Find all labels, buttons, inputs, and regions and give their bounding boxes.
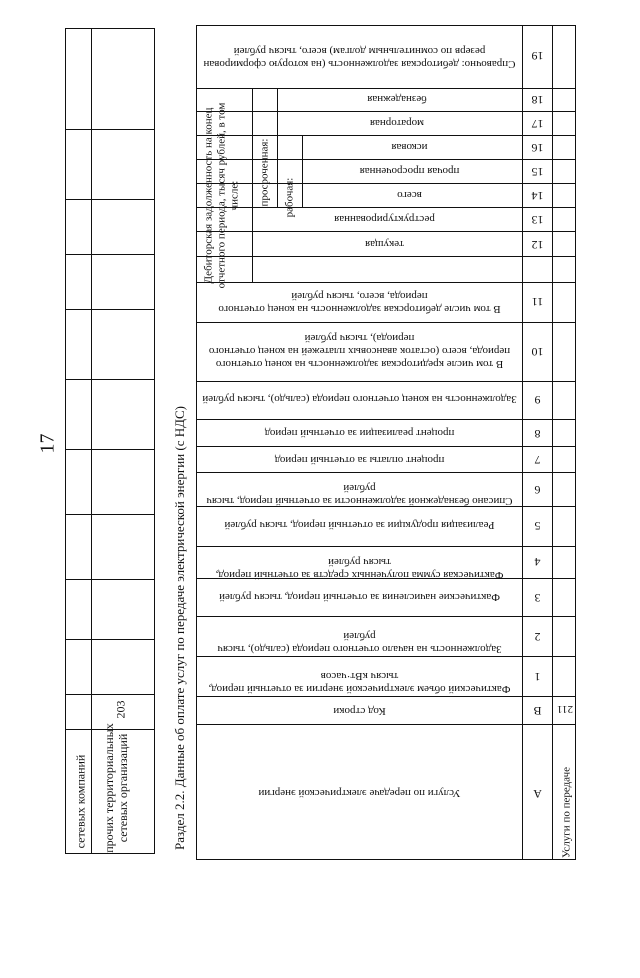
column-19-label: Справочно: дебиторская задолженность (на которую сформирован резерв по сомнительным долгам) всего, тысяч рублей — [203, 45, 516, 70]
column-12-label: текущая — [365, 238, 404, 250]
page-number: 17 — [36, 433, 59, 454]
data-row-label: Услуги по передаче — [560, 766, 573, 859]
column-15-label: прочая просроченная — [359, 165, 460, 177]
col-letter-B: В — [533, 704, 542, 718]
col-num-12: 12 — [531, 238, 544, 252]
column-11-label: В том числе дебиторская задолженность на конец отчетного периода, всего, тысяч рублей — [218, 290, 501, 315]
column-3-label: Фактические начисления за отчетный период, тысяч рублей — [219, 591, 500, 603]
column-7-label: процент оплаты за отчетный период — [274, 454, 445, 466]
col-num-13: 13 — [531, 213, 544, 227]
column-2-label: Задолженность на начало отчетного периода (сальдо), тысяч рублей — [217, 630, 502, 655]
col-num-14: 14 — [531, 189, 544, 203]
col-num-5: 5 — [534, 519, 541, 533]
col-num-15: 15 — [531, 165, 544, 179]
col-letter-A: А — [533, 787, 542, 801]
column-18-label: безнадежная — [367, 93, 427, 105]
group-debitor-label: Дебиторская задолженность на конец отчетного периода, тысяч рублей, в том числе: — [202, 102, 241, 289]
column-8-label: процент реализации за отчетный период — [264, 427, 455, 439]
row-label-network-companies: сетевых компаний — [73, 754, 88, 849]
column-5-label: Реализация продукции за отчетный период, тысяч рублей — [224, 519, 495, 531]
group-working-label: рабочая: — [283, 177, 296, 218]
data-row-code: 211 — [556, 703, 574, 715]
col-num-10: 10 — [531, 345, 544, 359]
column-16-label: исковая — [391, 141, 428, 153]
section-caption: Раздел 2.2. Данные об оплате услуг по передаче электрической энергии (с НДС) — [172, 405, 187, 851]
col-num-8: 8 — [534, 427, 541, 441]
col-num-17: 17 — [531, 117, 544, 131]
col-num-19: 19 — [531, 49, 544, 63]
column-13-label: реструктурированная — [334, 213, 435, 225]
top-table-fragment — [65, 28, 155, 854]
col-num-3: 3 — [534, 591, 541, 605]
main-table — [196, 25, 576, 860]
column-4-label: Фактическая сумма полученных средств за отчетный период, тысяч рублей — [215, 556, 504, 581]
row-label-other-organizations: прочих территориальных сетевых организаций — [102, 723, 130, 853]
column-6-label: Списано безнадежной задолженности за отчетный период, тысяч рублей — [206, 482, 513, 507]
column-10-label: В том числе кредиторская задолженность на конец отчетного периода, всего (остаток авансовых платежей на конец отчетного периода), тысяч рублей — [208, 332, 511, 370]
column-A-label: Услуги по передаче электрической энергии — [258, 787, 461, 799]
col-num-2: 2 — [534, 630, 541, 644]
column-1-label: Фактический объем электрической энергии за отчетный период, тысяч кВт·часов — [208, 670, 511, 695]
column-14-label: всего — [397, 189, 422, 201]
col-num-11: 11 — [531, 295, 544, 309]
col-num-18: 18 — [531, 93, 544, 107]
col-num-7: 7 — [534, 453, 541, 467]
col-num-16: 16 — [531, 141, 544, 155]
group-overdue-label: просроченная: — [258, 138, 271, 207]
col-num-1: 1 — [534, 670, 541, 684]
column-9-label: Задолженность на конец отчетного периода (сальдо), тысяч рублей — [202, 393, 517, 405]
row-code-203: 203 — [113, 700, 128, 719]
column-17-label: мораторная — [369, 117, 425, 129]
column-B-label: Код строки — [333, 705, 386, 717]
col-num-6: 6 — [534, 483, 541, 497]
col-num-4: 4 — [534, 555, 541, 569]
col-num-9: 9 — [534, 393, 541, 407]
